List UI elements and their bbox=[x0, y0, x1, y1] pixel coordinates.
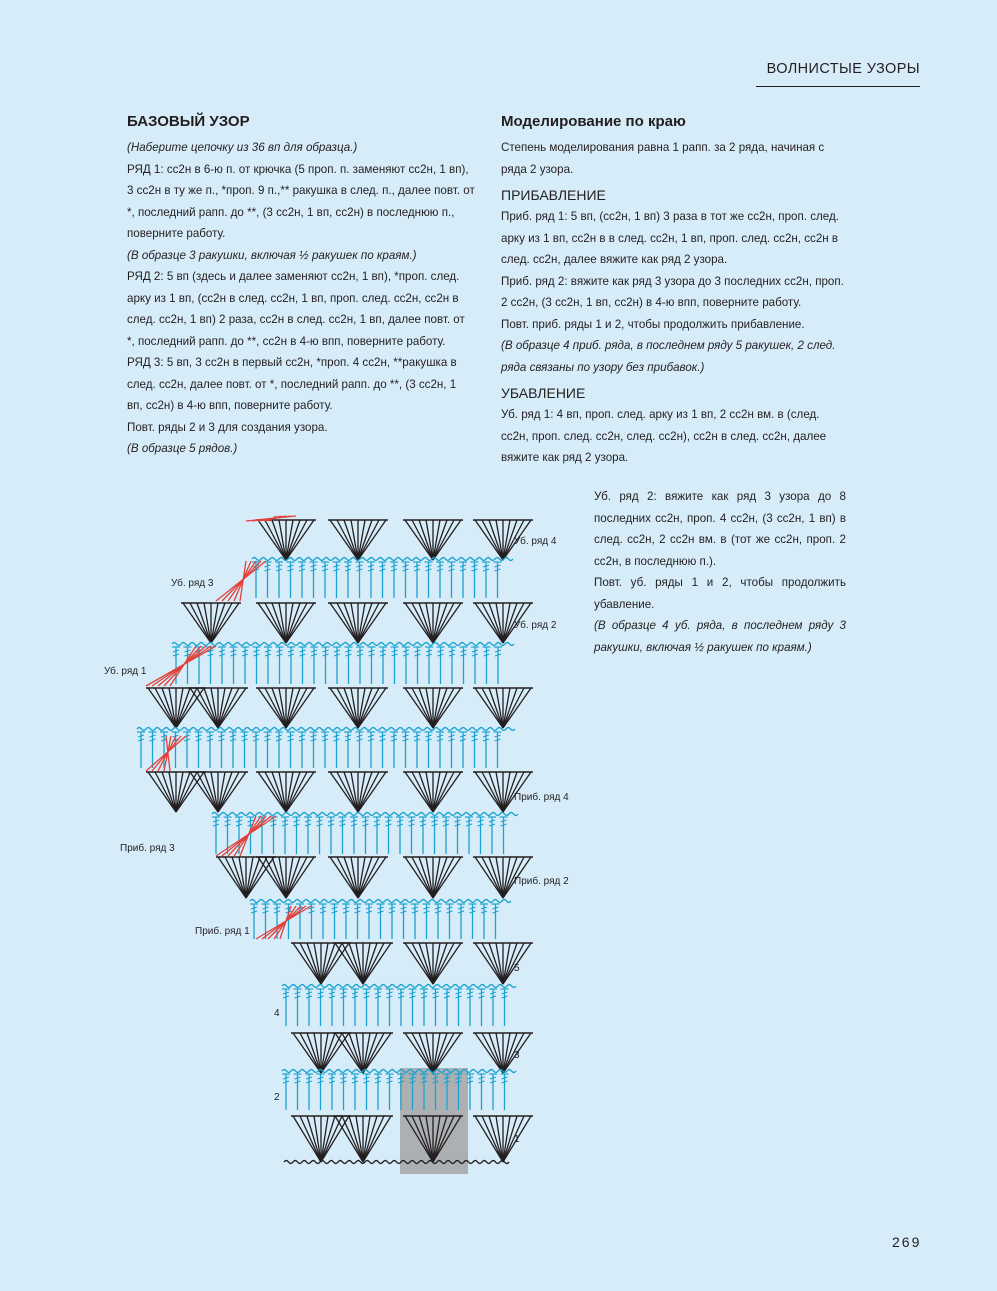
chart-stroke bbox=[286, 603, 300, 643]
chart-stroke bbox=[293, 1033, 321, 1073]
chart-stroke bbox=[489, 688, 503, 728]
chart-stroke bbox=[419, 772, 433, 812]
section-title: ВОЛНИСТЫЕ УЗОРЫ bbox=[766, 61, 920, 77]
chart-stroke bbox=[272, 520, 286, 560]
chart-stroke bbox=[363, 1033, 377, 1073]
chart-stroke bbox=[358, 688, 386, 728]
base-pattern-paragraph: (Наберите цепочку из 36 вп для образца.) bbox=[127, 141, 358, 154]
chart-stroke bbox=[272, 857, 286, 898]
chart-stroke bbox=[489, 1033, 503, 1073]
decrease-instructions bbox=[501, 404, 846, 469]
chart-stroke bbox=[321, 1033, 335, 1073]
chart-stroke bbox=[232, 857, 246, 898]
chart-stroke bbox=[419, 603, 433, 643]
chart-stroke bbox=[489, 772, 503, 812]
decrease-paragraph: Уб. ряд 1: 4 вп, проп. след. арку из 1 вп, 2 сс2н вм. в (след. сс2н, проп. след. сс2н, след. сс2н), сс2н в след. сс2н, далее вяжите как ряд 2 узора. bbox=[501, 408, 827, 464]
chart-stroke bbox=[363, 1116, 391, 1162]
chart-stroke bbox=[363, 943, 391, 984]
chart-stroke bbox=[286, 688, 300, 728]
chart-stroke bbox=[475, 1116, 503, 1162]
chart-stroke bbox=[358, 772, 386, 812]
chart-stroke bbox=[335, 1033, 363, 1073]
chart-stroke bbox=[344, 688, 358, 728]
chart-stroke bbox=[489, 520, 503, 560]
chart-stroke bbox=[475, 520, 503, 560]
chart-stroke bbox=[433, 688, 447, 728]
chart-stroke bbox=[286, 520, 300, 560]
chart-stroke bbox=[330, 688, 358, 728]
chart-stroke bbox=[286, 520, 314, 560]
chart-stroke bbox=[344, 857, 358, 898]
chart-stroke bbox=[190, 688, 218, 728]
chart-stroke bbox=[358, 520, 372, 560]
chain-stitches bbox=[282, 1070, 516, 1073]
chart-stroke bbox=[204, 772, 218, 812]
chart-stroke bbox=[489, 603, 503, 643]
chart-row-label: Уб. ряд 1 bbox=[104, 666, 147, 677]
chart-stroke bbox=[405, 943, 433, 984]
chart-row-label: Уб. ряд 3 bbox=[171, 578, 214, 589]
chart-stroke bbox=[307, 1033, 321, 1073]
increase-heading: ПРИБАВЛЕНИЕ bbox=[501, 187, 606, 203]
chart-stroke bbox=[503, 688, 531, 728]
chart-stroke bbox=[246, 857, 274, 898]
chain-stitches bbox=[252, 558, 513, 561]
chart-row-label: 1 bbox=[514, 1134, 520, 1145]
chart-stroke bbox=[363, 943, 377, 984]
chart-stroke bbox=[358, 857, 386, 898]
chart-stroke bbox=[218, 772, 246, 812]
chain-stitches bbox=[284, 1161, 509, 1164]
chart-stroke bbox=[321, 1116, 335, 1162]
chart-stroke bbox=[433, 520, 461, 560]
chart-stroke bbox=[330, 857, 358, 898]
chart-stroke bbox=[419, 688, 433, 728]
decrease-continued bbox=[594, 486, 846, 658]
chart-stroke bbox=[211, 603, 225, 643]
section-header bbox=[756, 60, 920, 87]
chart-stroke bbox=[405, 1033, 433, 1073]
chart-stroke bbox=[358, 520, 386, 560]
chart-stroke bbox=[419, 520, 433, 560]
decrease-paragraph: Уб. ряд 2: вяжите как ряд 3 узора до 8 последних сс2н, проп. 4 сс2н, (3 сс2н, 1 вп) в след. сс2н, 2 сс2н вм. в (тот же сс2н, проп. 2 сс2н, в последнюю п.). bbox=[594, 490, 846, 568]
chart-stroke bbox=[475, 603, 503, 643]
chart-stroke bbox=[218, 772, 232, 812]
chart-row-label: 4 bbox=[274, 1008, 280, 1019]
chart-stroke bbox=[475, 857, 503, 898]
chart-stroke bbox=[475, 772, 503, 812]
chain-stitches bbox=[250, 900, 511, 903]
chart-stroke bbox=[433, 603, 447, 643]
chart-stroke bbox=[218, 688, 246, 728]
increase-paragraph: Повт. приб. ряды 1 и 2, чтобы продолжить прибавление. bbox=[501, 317, 805, 331]
chart-stroke bbox=[148, 772, 176, 812]
base-pattern-paragraph: (В образце 5 рядов.) bbox=[127, 442, 238, 455]
chart-stroke bbox=[475, 943, 503, 984]
chart-stroke bbox=[344, 772, 358, 812]
chart-stroke bbox=[272, 603, 286, 643]
chart-stroke bbox=[419, 943, 433, 984]
chart-row-label: 2 bbox=[274, 1092, 280, 1103]
chart-stroke bbox=[419, 857, 433, 898]
chart-stroke bbox=[363, 1116, 377, 1162]
chart-stroke bbox=[286, 857, 300, 898]
increase-paragraph: Приб. ряд 1: 5 вп, (сс2н, 1 вп) 3 раза в тот же сс2н, проп. след. арку из 1 вп, сс2н в в след. сс2н, 1 вп, проп. след. сс2н, сс2н в след. сс2н, далее вяжите как ряд 2 узора. bbox=[501, 210, 839, 266]
chart-row-label: Приб. ряд 3 bbox=[120, 843, 175, 854]
chart-stroke bbox=[433, 857, 461, 898]
chart-row-label: 3 bbox=[514, 1050, 520, 1061]
chart-stroke bbox=[307, 1116, 321, 1162]
chart-stroke bbox=[183, 603, 211, 643]
edge-shaping-title: Моделирование по краю bbox=[501, 113, 686, 130]
chart-stroke bbox=[204, 688, 218, 728]
base-pattern-paragraph: РЯД 1: сс2н в 6-ю п. от крючка (5 проп. п. заменяют сс2н, 1 вп), 3 сс2н в ту же п., *проп. 9 п.,** ракушка в след. п., далее повт. от *, последний рапп. до **, (3 сс2н, 1 вп, сс2н) в последнюю п., поверните работу. bbox=[127, 162, 475, 240]
chart-stroke bbox=[293, 943, 321, 984]
decrease-heading: УБАВЛЕНИЕ bbox=[501, 385, 586, 401]
edge-shaping-column bbox=[501, 110, 846, 469]
chart-stroke bbox=[321, 943, 335, 984]
chart-stroke bbox=[489, 943, 503, 984]
chart-stroke bbox=[433, 1033, 461, 1073]
chart-stroke bbox=[358, 603, 386, 643]
decrease-paragraph: Повт. уб. ряды 1 и 2, чтобы продолжить убавление. bbox=[594, 576, 846, 611]
chart-stroke bbox=[197, 603, 211, 643]
chart-stroke bbox=[246, 857, 260, 898]
chart-stroke bbox=[286, 772, 300, 812]
chart-stroke bbox=[176, 772, 190, 812]
chart-stroke bbox=[405, 603, 433, 643]
base-pattern-paragraph: (В образце 3 ракушки, включая ½ ракушек по краям.) bbox=[127, 248, 417, 262]
chart-stroke bbox=[358, 688, 372, 728]
base-pattern-paragraph: Повт. ряды 2 и 3 для создания узора. bbox=[127, 420, 328, 434]
increase-paragraph: (В образце 4 приб. ряда, в последнем ряду 5 ракушек, 2 след. ряда связаны по узору без прибавок.) bbox=[501, 339, 836, 374]
chart-stroke bbox=[176, 688, 190, 728]
chart-stroke bbox=[344, 603, 358, 643]
chart-stroke bbox=[286, 603, 314, 643]
chart-symbols bbox=[137, 516, 533, 1174]
chart-stroke bbox=[363, 1033, 391, 1073]
base-pattern-title: БАЗОВЫЙ УЗОР bbox=[127, 113, 250, 130]
chart-stroke bbox=[258, 603, 286, 643]
chart-stroke bbox=[433, 857, 447, 898]
chart-stroke bbox=[218, 688, 232, 728]
chart-stroke bbox=[190, 772, 218, 812]
chart-stroke bbox=[475, 688, 503, 728]
edge-shaping-intro: Степень моделирования равна 1 рапп. за 2 ряда, начиная с ряда 2 узора. bbox=[501, 141, 825, 176]
chart-stroke bbox=[433, 772, 447, 812]
base-pattern-column bbox=[127, 110, 475, 460]
page-number: 269 bbox=[892, 1234, 922, 1250]
chart-row-label: Приб. ряд 2 bbox=[514, 876, 569, 887]
chart-stroke bbox=[344, 520, 358, 560]
chart-stroke bbox=[258, 857, 286, 898]
chart-stroke bbox=[358, 603, 372, 643]
chart-stroke bbox=[272, 688, 286, 728]
increase-instructions bbox=[501, 206, 846, 378]
chart-stroke bbox=[475, 1033, 503, 1073]
chart-stroke bbox=[405, 857, 433, 898]
increase-paragraph: Приб. ряд 2: вяжите как ряд 3 узора до 3 последних сс2н, проп. 2 сс2н, (3 сс2н, 1 вп, сс2н) в 4-ю впп, поверните работу. bbox=[501, 274, 844, 309]
base-pattern-paragraph: РЯД 3: 5 вп, 3 сс2н в первый сс2н, *проп. 4 сс2н, **ракушка в след. сс2н, далее повт. от *, последний рапп. до **, (3 сс2н, 1 вп, сс2н) в 4-ю впп, поверните работу. bbox=[127, 356, 457, 412]
decrease-paragraph: (В образце 4 уб. ряда, в последнем ряду 3 ракушки, включая ½ ракушек по краям.) bbox=[594, 619, 846, 654]
chart-stroke bbox=[330, 520, 358, 560]
chart-row-label: Приб. ряд 1 bbox=[195, 926, 250, 937]
base-pattern-instructions bbox=[127, 137, 475, 460]
chart-stroke bbox=[358, 857, 372, 898]
chart-stroke bbox=[433, 688, 461, 728]
chart-stroke bbox=[293, 1116, 321, 1162]
chart-row-label: Уб. ряд 4 bbox=[514, 536, 557, 547]
chart-stroke bbox=[503, 688, 517, 728]
chart-stroke bbox=[258, 772, 286, 812]
chart-stroke bbox=[280, 906, 291, 939]
chart-row-label: Приб. ряд 4 bbox=[514, 792, 569, 803]
chart-stroke bbox=[358, 772, 372, 812]
chart-stroke bbox=[349, 1116, 363, 1162]
chart-stroke bbox=[433, 943, 461, 984]
chart-stroke bbox=[433, 520, 447, 560]
chart-stroke bbox=[433, 943, 447, 984]
chart-stroke bbox=[349, 943, 363, 984]
chart-row-label: 5 bbox=[514, 963, 520, 974]
crochet-chart-diagram bbox=[96, 506, 596, 1186]
chart-stroke bbox=[148, 688, 176, 728]
chart-stroke bbox=[286, 857, 314, 898]
chain-stitches bbox=[282, 985, 516, 988]
chart-stroke bbox=[489, 857, 503, 898]
chart-stroke bbox=[349, 1033, 363, 1073]
chart-stroke bbox=[405, 688, 433, 728]
base-pattern-paragraph: РЯД 2: 5 вп (здесь и далее заменяют сс2н, 1 вп), *проп. след. арку из 1 вп, (сс2н в след. сс2н, 1 вп, проп. след. сс2н, сс2н в след. сс2н, 1 вп) 2 раза, сс2н в след. сс2н, 1 вп, далее повт. от *, последний рапп. до **, сс2н в 4-ю впп, поверните работу. bbox=[127, 270, 465, 348]
chart-row-label: Уб. ряд 2 bbox=[514, 620, 557, 631]
chart-stroke bbox=[211, 603, 239, 643]
chart-stroke bbox=[307, 943, 321, 984]
decrease-instructions-continued bbox=[594, 486, 846, 658]
chart-stroke bbox=[330, 772, 358, 812]
chart-stroke bbox=[419, 1033, 433, 1073]
chart-stroke bbox=[218, 857, 246, 898]
chart-stroke bbox=[162, 772, 176, 812]
chart-stroke bbox=[433, 603, 461, 643]
chart-stroke bbox=[286, 772, 314, 812]
chart-stroke bbox=[258, 520, 286, 560]
chart-stroke bbox=[258, 688, 286, 728]
chain-stitches bbox=[212, 813, 518, 816]
chart-stroke bbox=[272, 772, 286, 812]
chain-stitches bbox=[172, 643, 514, 646]
chart-stroke bbox=[489, 1116, 503, 1162]
chart-stroke bbox=[405, 772, 433, 812]
chart-stroke bbox=[335, 1116, 363, 1162]
chart-stroke bbox=[433, 1033, 447, 1073]
chain-stitches bbox=[137, 728, 515, 731]
chart-stroke bbox=[330, 603, 358, 643]
chart-stroke bbox=[162, 688, 176, 728]
chart-stroke bbox=[286, 688, 314, 728]
chart-stroke bbox=[433, 772, 461, 812]
chart-stroke bbox=[335, 943, 363, 984]
chart-stroke bbox=[405, 520, 433, 560]
